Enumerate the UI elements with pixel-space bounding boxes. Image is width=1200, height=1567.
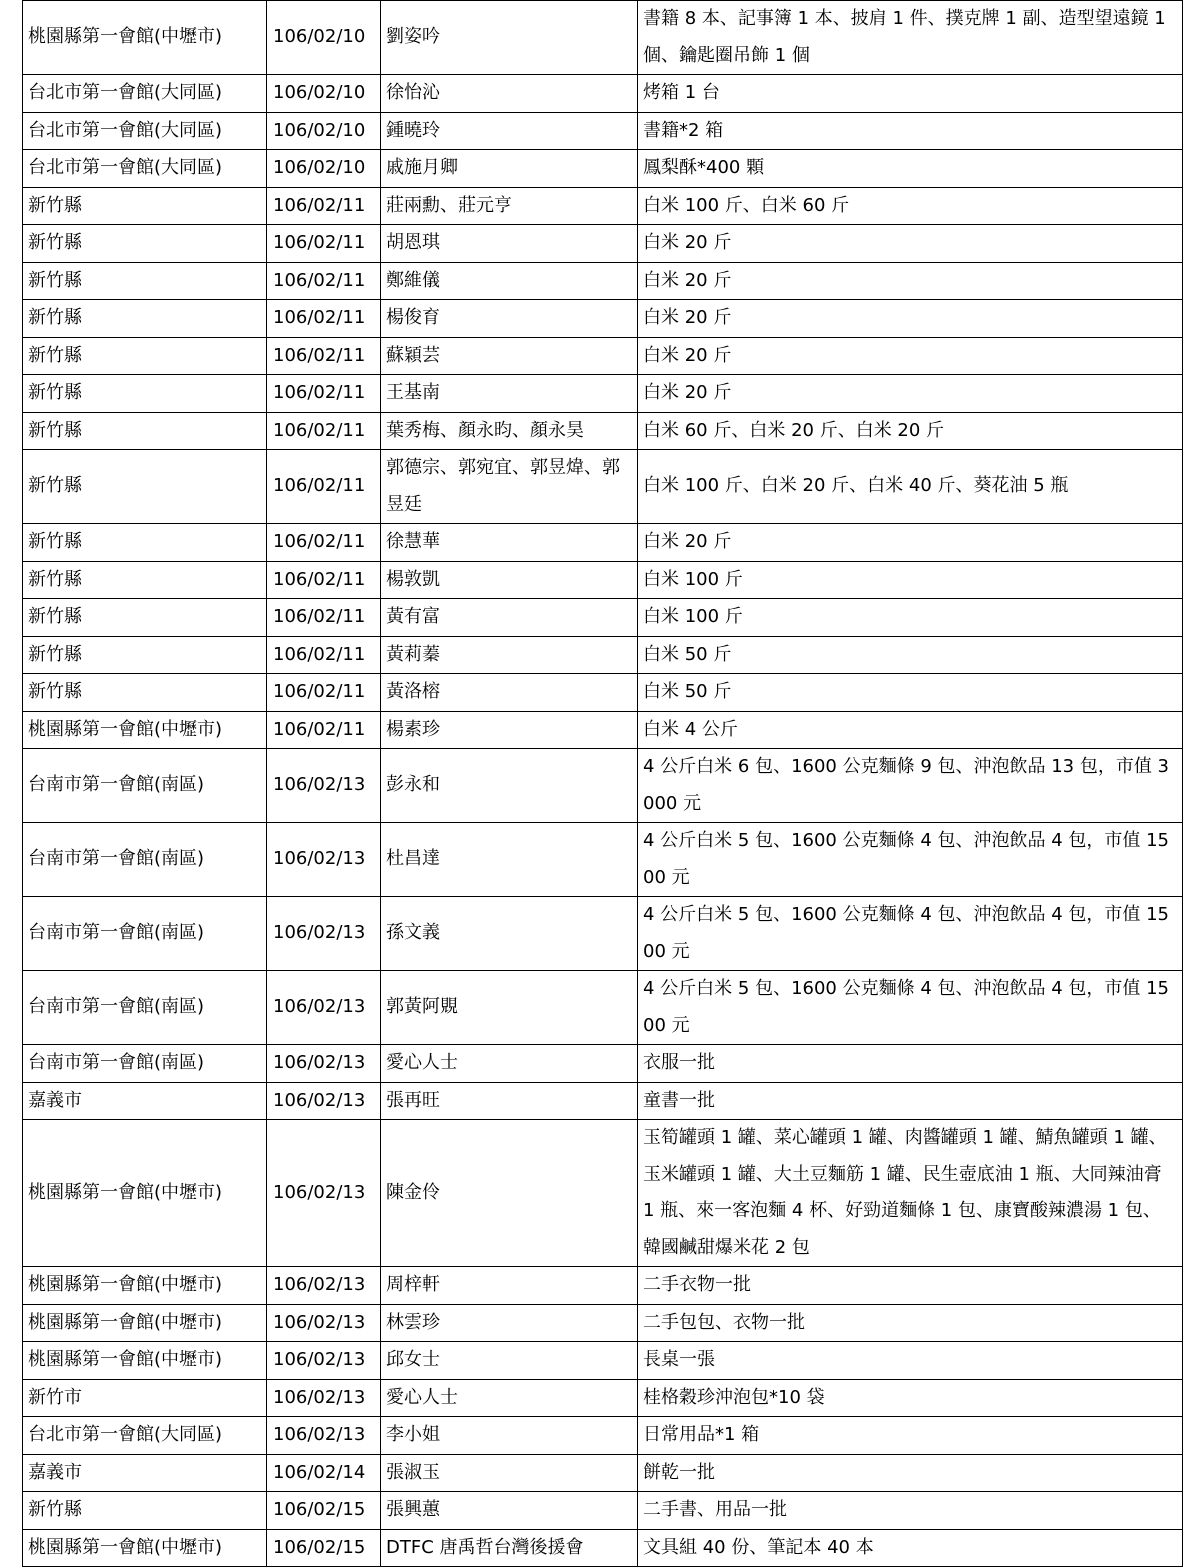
cell-donor: 戚施月卿 — [381, 150, 638, 188]
cell-date: 106/02/11 — [267, 337, 381, 375]
cell-date: 106/02/13 — [267, 1417, 381, 1455]
cell-donor: 黃洛榕 — [381, 674, 638, 712]
cell-donor: 葉秀梅、顏永昀、顏永昊 — [381, 412, 638, 450]
cell-items: 白米 50 斤 — [638, 674, 1183, 712]
cell-donor: 黃莉蓁 — [381, 636, 638, 674]
cell-donor: 周梓軒 — [381, 1267, 638, 1305]
cell-donor: 李小姐 — [381, 1417, 638, 1455]
cell-items: 二手包包、衣物一批 — [638, 1304, 1183, 1342]
cell-date: 106/02/11 — [267, 262, 381, 300]
cell-date: 106/02/11 — [267, 225, 381, 263]
cell-location: 新竹縣 — [23, 337, 267, 375]
cell-items: 4 公斤白米 6 包、1600 公克麵條 9 包、沖泡飲品 13 包，市值 3000 元 — [638, 749, 1183, 823]
table-row — [23, 412, 1183, 450]
cell-date: 106/02/13 — [267, 1267, 381, 1305]
cell-location: 新竹縣 — [23, 674, 267, 712]
cell-items: 文具組 40 份、筆記本 40 本 — [638, 1529, 1183, 1567]
cell-location: 新竹縣 — [23, 262, 267, 300]
cell-location: 桃園縣第一會館(中壢市) — [23, 1304, 267, 1342]
cell-donor: 蘇穎芸 — [381, 337, 638, 375]
cell-location: 新竹縣 — [23, 225, 267, 263]
cell-date: 106/02/13 — [267, 823, 381, 897]
table-row — [23, 561, 1183, 599]
cell-location: 桃園縣第一會館(中壢市) — [23, 711, 267, 749]
cell-location: 新竹縣 — [23, 524, 267, 562]
cell-donor: 陳金伶 — [381, 1120, 638, 1267]
cell-date: 106/02/13 — [267, 1045, 381, 1083]
cell-items: 書籍 8 本、記事簿 1 本、披肩 1 件、撲克牌 1 副、造型望遠鏡 1 個、鑰匙圈吊飾 1 個 — [638, 1, 1183, 75]
cell-items: 白米 60 斤、白米 20 斤、白米 20 斤 — [638, 412, 1183, 450]
cell-donor: 杜昌達 — [381, 823, 638, 897]
cell-date: 106/02/13 — [267, 1120, 381, 1267]
cell-items: 白米 20 斤 — [638, 262, 1183, 300]
table-row — [23, 262, 1183, 300]
cell-location: 台北市第一會館(大同區) — [23, 1417, 267, 1455]
cell-date: 106/02/13 — [267, 749, 381, 823]
cell-donor: DTFC 唐禹哲台灣後援會 — [381, 1529, 638, 1567]
table-row — [23, 897, 1183, 971]
cell-items: 白米 100 斤 — [638, 599, 1183, 637]
cell-location: 台北市第一會館(大同區) — [23, 150, 267, 188]
table-row — [23, 1082, 1183, 1120]
cell-location: 台北市第一會館(大同區) — [23, 75, 267, 113]
cell-location: 嘉義市 — [23, 1082, 267, 1120]
donation-table — [22, 0, 1183, 1567]
table-row — [23, 75, 1183, 113]
cell-location: 台南市第一會館(南區) — [23, 897, 267, 971]
cell-location: 桃園縣第一會館(中壢市) — [23, 1, 267, 75]
table-row — [23, 1379, 1183, 1417]
cell-items: 白米 20 斤 — [638, 300, 1183, 338]
table-row — [23, 450, 1183, 524]
cell-location: 新竹縣 — [23, 187, 267, 225]
cell-items: 4 公斤白米 5 包、1600 公克麵條 4 包、沖泡飲品 4 包，市值 1500 元 — [638, 897, 1183, 971]
cell-date: 106/02/11 — [267, 187, 381, 225]
cell-items: 童書一批 — [638, 1082, 1183, 1120]
cell-items: 烤箱 1 台 — [638, 75, 1183, 113]
table-row — [23, 1417, 1183, 1455]
cell-donor: 莊兩勳、莊元亨 — [381, 187, 638, 225]
cell-donor: 鍾曉玲 — [381, 112, 638, 150]
cell-items: 4 公斤白米 5 包、1600 公克麵條 4 包、沖泡飲品 4 包，市值 1500 元 — [638, 971, 1183, 1045]
table-row — [23, 337, 1183, 375]
cell-items: 衣服一批 — [638, 1045, 1183, 1083]
cell-date: 106/02/13 — [267, 1379, 381, 1417]
cell-location: 台南市第一會館(南區) — [23, 1045, 267, 1083]
cell-date: 106/02/10 — [267, 1, 381, 75]
cell-date: 106/02/15 — [267, 1492, 381, 1530]
cell-donor: 邱女士 — [381, 1342, 638, 1380]
cell-date: 106/02/13 — [267, 971, 381, 1045]
cell-date: 106/02/11 — [267, 450, 381, 524]
table-row — [23, 1, 1183, 75]
cell-donor: 愛心人士 — [381, 1379, 638, 1417]
table-row — [23, 1454, 1183, 1492]
table-row — [23, 112, 1183, 150]
cell-date: 106/02/10 — [267, 150, 381, 188]
cell-donor: 楊敦凱 — [381, 561, 638, 599]
table-row — [23, 823, 1183, 897]
table-row — [23, 150, 1183, 188]
cell-date: 106/02/11 — [267, 561, 381, 599]
cell-items: 鳳梨酥*400 顆 — [638, 150, 1183, 188]
cell-donor: 楊俊育 — [381, 300, 638, 338]
cell-items: 白米 20 斤 — [638, 524, 1183, 562]
cell-location: 新竹縣 — [23, 375, 267, 413]
cell-date: 106/02/13 — [267, 1304, 381, 1342]
cell-donor: 郭德宗、郭宛宜、郭昱煒、郭昱廷 — [381, 450, 638, 524]
cell-date: 106/02/11 — [267, 599, 381, 637]
cell-donor: 王基南 — [381, 375, 638, 413]
cell-location: 桃園縣第一會館(中壢市) — [23, 1120, 267, 1267]
table-row — [23, 1342, 1183, 1380]
cell-items: 桂格穀珍沖泡包*10 袋 — [638, 1379, 1183, 1417]
cell-donor: 徐慧華 — [381, 524, 638, 562]
cell-donor: 鄭維儀 — [381, 262, 638, 300]
cell-location: 桃園縣第一會館(中壢市) — [23, 1342, 267, 1380]
cell-location: 新竹縣 — [23, 599, 267, 637]
cell-date: 106/02/14 — [267, 1454, 381, 1492]
cell-location: 新竹縣 — [23, 300, 267, 338]
table-row — [23, 599, 1183, 637]
table-row — [23, 711, 1183, 749]
cell-items: 餅乾一批 — [638, 1454, 1183, 1492]
table-row — [23, 971, 1183, 1045]
cell-items: 白米 20 斤 — [638, 225, 1183, 263]
cell-date: 106/02/11 — [267, 636, 381, 674]
cell-items: 長桌一張 — [638, 1342, 1183, 1380]
table-row — [23, 1304, 1183, 1342]
cell-donor: 楊素珍 — [381, 711, 638, 749]
cell-items: 白米 50 斤 — [638, 636, 1183, 674]
cell-items: 二手衣物一批 — [638, 1267, 1183, 1305]
cell-items: 白米 20 斤 — [638, 337, 1183, 375]
cell-date: 106/02/13 — [267, 1082, 381, 1120]
cell-donor: 彭永和 — [381, 749, 638, 823]
cell-location: 台北市第一會館(大同區) — [23, 112, 267, 150]
table-row — [23, 187, 1183, 225]
table-row — [23, 674, 1183, 712]
cell-location: 台南市第一會館(南區) — [23, 971, 267, 1045]
cell-location: 新竹縣 — [23, 561, 267, 599]
table-row — [23, 375, 1183, 413]
cell-location: 桃園縣第一會館(中壢市) — [23, 1267, 267, 1305]
cell-donor: 徐怡沁 — [381, 75, 638, 113]
cell-items: 白米 4 公斤 — [638, 711, 1183, 749]
table-row — [23, 1529, 1183, 1567]
cell-location: 新竹市 — [23, 1379, 267, 1417]
cell-items: 白米 100 斤、白米 20 斤、白米 40 斤、葵花油 5 瓶 — [638, 450, 1183, 524]
cell-location: 嘉義市 — [23, 1454, 267, 1492]
cell-donor: 胡恩琪 — [381, 225, 638, 263]
cell-location: 新竹縣 — [23, 450, 267, 524]
cell-date: 106/02/15 — [267, 1529, 381, 1567]
cell-donor: 愛心人士 — [381, 1045, 638, 1083]
table-row — [23, 1267, 1183, 1305]
cell-items: 白米 100 斤 — [638, 561, 1183, 599]
cell-date: 106/02/11 — [267, 711, 381, 749]
cell-items: 玉筍罐頭 1 罐、菜心罐頭 1 罐、肉醬罐頭 1 罐、鯖魚罐頭 1 罐、玉米罐頭 1 罐、大土豆麵筋 1 罐、民生壺底油 1 瓶、大同辣油膏 1 瓶、來一客泡麵 4 杯、好勁道麵條 1 包、康寶酸辣濃湯 1 包、韓國鹹甜爆米花 2 包 — [638, 1120, 1183, 1267]
cell-donor: 張再旺 — [381, 1082, 638, 1120]
table-row — [23, 225, 1183, 263]
cell-date: 106/02/11 — [267, 412, 381, 450]
cell-date: 106/02/10 — [267, 75, 381, 113]
donation-table-body — [23, 1, 1183, 1567]
table-row — [23, 636, 1183, 674]
cell-donor: 黃有富 — [381, 599, 638, 637]
table-row — [23, 1120, 1183, 1267]
cell-date: 106/02/13 — [267, 897, 381, 971]
table-row — [23, 749, 1183, 823]
cell-date: 106/02/10 — [267, 112, 381, 150]
cell-date: 106/02/13 — [267, 1342, 381, 1380]
cell-items: 4 公斤白米 5 包、1600 公克麵條 4 包、沖泡飲品 4 包，市值 1500 元 — [638, 823, 1183, 897]
cell-items: 書籍*2 箱 — [638, 112, 1183, 150]
cell-donor: 孫文義 — [381, 897, 638, 971]
table-row — [23, 1045, 1183, 1083]
cell-donor: 張興蕙 — [381, 1492, 638, 1530]
table-row — [23, 524, 1183, 562]
cell-donor: 劉姿吟 — [381, 1, 638, 75]
cell-location: 桃園縣第一會館(中壢市) — [23, 1529, 267, 1567]
cell-donor: 林雲珍 — [381, 1304, 638, 1342]
cell-location: 台南市第一會館(南區) — [23, 823, 267, 897]
cell-location: 新竹縣 — [23, 1492, 267, 1530]
cell-date: 106/02/11 — [267, 524, 381, 562]
cell-donor: 郭黃阿覞 — [381, 971, 638, 1045]
cell-date: 106/02/11 — [267, 375, 381, 413]
table-row — [23, 300, 1183, 338]
cell-location: 新竹縣 — [23, 412, 267, 450]
cell-items: 日常用品*1 箱 — [638, 1417, 1183, 1455]
table-row — [23, 1492, 1183, 1530]
cell-date: 106/02/11 — [267, 674, 381, 712]
cell-items: 白米 100 斤、白米 60 斤 — [638, 187, 1183, 225]
cell-items: 二手書、用品一批 — [638, 1492, 1183, 1530]
cell-location: 新竹縣 — [23, 636, 267, 674]
cell-date: 106/02/11 — [267, 300, 381, 338]
cell-items: 白米 20 斤 — [638, 375, 1183, 413]
cell-location: 台南市第一會館(南區) — [23, 749, 267, 823]
cell-donor: 張淑玉 — [381, 1454, 638, 1492]
